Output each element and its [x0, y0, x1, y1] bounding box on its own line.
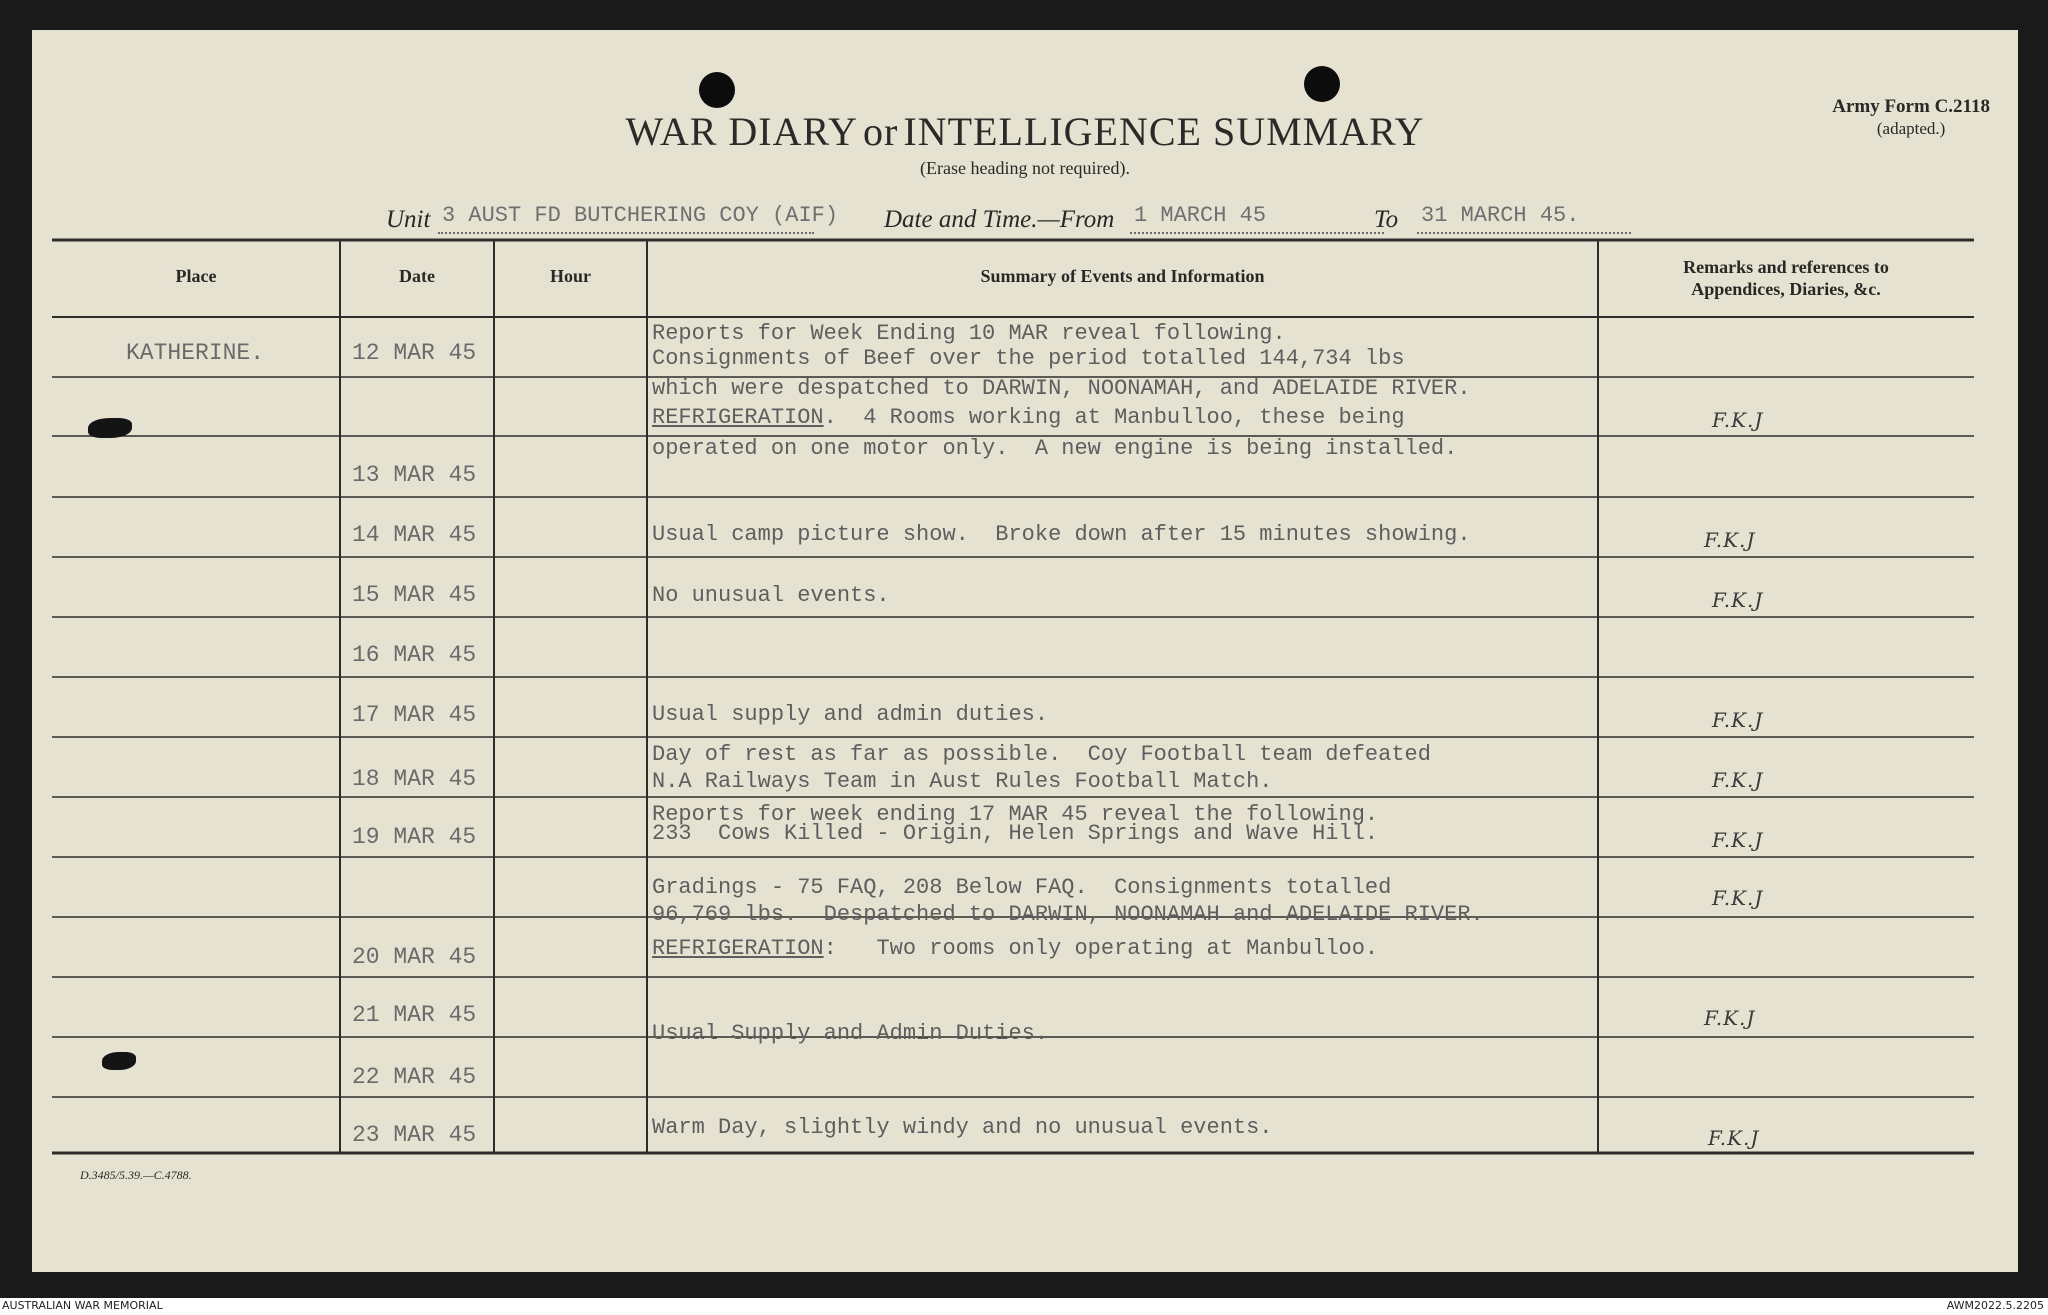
header-summary: Summary of Events and Information — [980, 266, 1265, 286]
header-remarks: Remarks and references to Appendices, Diaries, &c. — [1683, 257, 1889, 299]
summary-line: Usual camp picture show. Broke down after 15 minutes showing. — [652, 522, 1471, 547]
remarks-initials: F.K.J — [1704, 528, 1756, 552]
date-cell: 20 MAR 45 — [352, 944, 477, 970]
diary-table-grid — [32, 30, 2018, 1272]
erase-note: (Erase heading not required). — [920, 158, 1130, 178]
summary-line: 233 Cows Killed - Origin, Helen Springs and Wave Hill. — [652, 821, 1379, 846]
form-code: D.3485/5.39.—C.4788. — [80, 1168, 192, 1182]
unit-value: 3 AUST FD BUTCHERING COY (AIF) — [438, 200, 814, 234]
date-cell: 21 MAR 45 — [352, 1002, 477, 1028]
header-hour: Hour — [549, 266, 591, 286]
archive-source: AUSTRALIAN WAR MEMORIAL — [2, 1299, 163, 1312]
remarks-initials: F.K.J — [1712, 408, 1764, 432]
unit-label: Unit — [386, 206, 431, 233]
summary-line: Reports for Week Ending 10 MAR reveal following. — [652, 321, 1286, 346]
archive-id: AWM2022.5.2205 — [1946, 1299, 2044, 1312]
summary-line: Usual Supply and Admin Duties. — [652, 1021, 1049, 1046]
remarks-initials: F.K.J — [1712, 828, 1764, 852]
form-title: WAR DIARY or INTELLIGENCE SUMMARY — [625, 109, 1425, 154]
summary-line: operated on one motor only. A new engine is being installed. — [652, 436, 1458, 461]
header-date: Date — [399, 266, 435, 286]
to-value: 31 MARCH 45. — [1417, 200, 1631, 234]
date-cell: 13 MAR 45 — [352, 462, 477, 488]
summary-line: Warm Day, slightly windy and no unusual events. — [652, 1115, 1273, 1140]
summary-line: Reports for week ending 17 MAR 45 reveal the following. — [652, 802, 1379, 827]
remarks-initials: F.K.J — [1704, 1006, 1756, 1030]
summary-line: REFRIGERATION: Two rooms only operating at Manbulloo. — [652, 936, 1379, 961]
header-place: Place — [175, 266, 217, 286]
refrigeration-heading: REFRIGERATION — [652, 936, 824, 961]
remarks-initials: F.K.J — [1712, 708, 1764, 732]
summary-line: which were despatched to DARWIN, NOONAMAH, and ADELAIDE RIVER. — [652, 376, 1471, 401]
summary-line: No unusual events. — [652, 583, 890, 608]
remarks-initials: F.K.J — [1712, 768, 1764, 792]
date-cell: 16 MAR 45 — [352, 642, 477, 668]
date-cell: 23 MAR 45 — [352, 1122, 477, 1148]
date-cell: 15 MAR 45 — [352, 582, 477, 608]
damage-hole — [102, 1052, 136, 1070]
damage-hole — [88, 418, 132, 438]
to-label: To — [1374, 206, 1399, 233]
diary-sheet — [32, 30, 2018, 1272]
place-cell: KATHERINE. — [126, 340, 265, 366]
from-value: 1 MARCH 45 — [1130, 200, 1384, 234]
summary-line: Consignments of Beef over the period totalled 144,734 lbs — [652, 346, 1405, 371]
datetime-label: Date and Time.—From — [884, 206, 1115, 233]
summary-line: 96,769 lbs. Despatched to DARWIN, NOONAMAH and ADELAIDE RIVER. — [652, 902, 1484, 927]
date-cell: 14 MAR 45 — [352, 522, 477, 548]
archive-strip — [0, 1298, 2048, 1315]
date-cell: 18 MAR 45 — [352, 766, 477, 792]
date-cell: 17 MAR 45 — [352, 702, 477, 728]
summary-line: Gradings - 75 FAQ, 208 Below FAQ. Consignments totalled — [652, 875, 1392, 900]
remarks-initials: F.K.J — [1712, 588, 1764, 612]
date-cell: 22 MAR 45 — [352, 1064, 477, 1090]
summary-line: Usual supply and admin duties. — [652, 702, 1049, 727]
summary-line: REFRIGERATION. 4 Rooms working at Manbulloo, these being — [652, 405, 1405, 430]
summary-line: Day of rest as far as possible. Coy Football team defeated — [652, 742, 1431, 767]
refrigeration-heading: REFRIGERATION — [652, 405, 824, 430]
date-cell: 19 MAR 45 — [352, 824, 477, 850]
date-cell: 12 MAR 45 — [352, 340, 477, 366]
remarks-initials: F.K.J — [1708, 1126, 1760, 1150]
summary-line: N.A Railways Team in Aust Rules Football Match. — [652, 769, 1273, 794]
remarks-initials: F.K.J — [1712, 886, 1764, 910]
army-form-label: Army Form C.2118 (adapted.) — [1832, 96, 1990, 138]
